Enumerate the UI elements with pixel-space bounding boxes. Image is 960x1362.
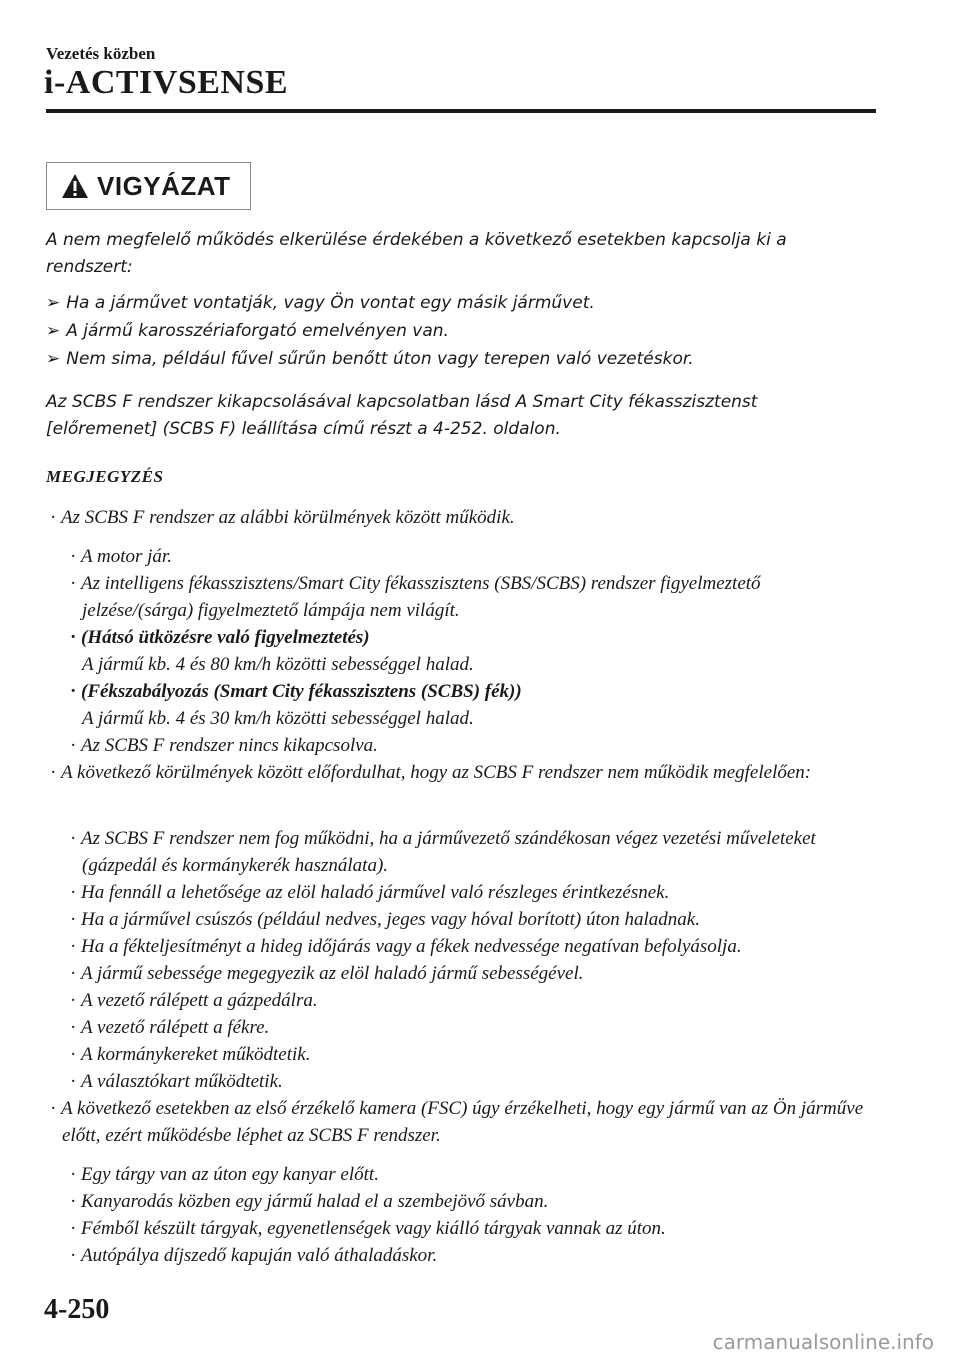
caution-banner [46, 162, 251, 210]
list-item: · Egy tárgy van az úton egy kanyar előtt. [82, 1161, 882, 1188]
list-item-heading: · (Hátsó ütközésre való figyelmeztetés) [82, 624, 862, 651]
bullet-dot-icon: · [50, 1098, 57, 1119]
arrow-right-icon: ➢ [46, 321, 61, 341]
bullet-dot-icon: · [70, 573, 77, 594]
list-item: · A jármű sebessége megegyezik az elöl haladó jármű sebességével. [82, 960, 882, 987]
bullet-dot-icon: · [70, 909, 77, 930]
caution-reference: Az SCBS F rendszer kikapcsolásával kapcsolatban lásd A Smart City fékasszisztenst [előremenet] (SCBS F) leállítása című részt a 4-252. oldalon. [46, 392, 758, 439]
list-item: · Az SCBS F rendszer nem fog működni, ha a járművezető szándékosan végez vezetési műveleteket (gázpedál és kormánykerék használata). [82, 825, 852, 879]
bullet-dot-icon: · [70, 627, 77, 648]
bullet-dot-icon: · [70, 1164, 77, 1185]
note-bullet: · A következő körülmények között előfordulhat, hogy az SCBS F rendszer nem működik megfelelően: [62, 759, 842, 786]
watermark[interactable]: carmanualsonline.info [712, 1330, 934, 1354]
bullet-dot-icon: · [50, 507, 57, 528]
caution-label: VIGYÁZAT [97, 170, 231, 201]
bullet-dot-icon: · [70, 828, 77, 849]
bullet-dot-icon: · [70, 990, 77, 1011]
bullet-dot-icon: · [70, 546, 77, 567]
list-item-detail: A jármű kb. 4 és 30 km/h közötti sebességgel halad. [82, 708, 474, 729]
caution-item: ➢ A jármű karosszériaforgató emelvényen van. [46, 321, 449, 341]
list-item: · Fémből készült tárgyak, egyenetlenségek vagy kiálló tárgyak vannak az úton. [82, 1215, 882, 1242]
list-item: · Kanyarodás közben egy jármű halad el a szembejövő sávban. [82, 1188, 882, 1215]
arrow-right-icon: ➢ [46, 349, 61, 369]
bullet-dot-icon: · [70, 681, 77, 702]
list-item: · A választókart működtetik. [82, 1068, 882, 1095]
list-item: · Az SCBS F rendszer nincs kikapcsolva. [82, 732, 862, 759]
list-item: · A kormánykereket működtetik. [82, 1041, 882, 1068]
arrow-right-icon: ➢ [46, 293, 61, 313]
list-item: · Ha a járművel csúszós (például nedves, jeges vagy hóval borított) úton haladnak. [82, 906, 882, 933]
header-rule [46, 109, 876, 113]
list-item-detail: A jármű kb. 4 és 80 km/h közötti sebességgel halad. [82, 654, 474, 675]
page-number: 4-250 [44, 1294, 110, 1325]
list-item: · Ha fennáll a lehetősége az elöl haladó járművel való részleges érintkezésnek. [82, 879, 882, 906]
bullet-dot-icon: · [70, 735, 77, 756]
list-item: · A motor jár. [82, 543, 862, 570]
bullet-dot-icon: · [70, 1218, 77, 1239]
list-item: · Az intelligens fékasszisztens/Smart City fékasszisztens (SBS/SCBS) rendszer figyelmeztető jelzése/(sárga) figyelmeztető lámpája nem világít. [82, 570, 782, 624]
bullet-dot-icon: · [70, 1245, 77, 1266]
section-label: Vezetés közben [46, 44, 156, 63]
page-title: i-ACTIVSENSE [44, 64, 289, 101]
bullet-dot-icon: · [70, 963, 77, 984]
note-bullet: · Az SCBS F rendszer az alábbi körülmények között működik. [62, 504, 862, 531]
bullet-dot-icon: · [70, 1017, 77, 1038]
bullet-dot-icon: · [70, 1071, 77, 1092]
caution-intro: A nem megfelelő működés elkerülése érdekében a következő esetekben kapcsolja ki a rendszert: [46, 230, 787, 277]
note-title: MEGJEGYZÉS [46, 467, 164, 486]
bullet-dot-icon: · [70, 882, 77, 903]
bullet-dot-icon: · [70, 936, 77, 957]
caution-item: ➢ Nem sima, például fűvel sűrűn benőtt úton vagy terepen való vezetéskor. [46, 349, 694, 369]
warning-triangle-icon [61, 173, 89, 199]
list-item-heading: · (Fékszabályozás (Smart City fékasszisztens (SCBS) fék)) [82, 678, 862, 705]
bullet-dot-icon: · [50, 762, 57, 783]
list-item: · A vezető rálépett a fékre. [82, 1014, 882, 1041]
list-item: · A vezető rálépett a gázpedálra. [82, 987, 882, 1014]
note-bullet: · A következő esetekben az első érzékelő kamera (FSC) úgy érzékelheti, hogy egy jármű van az Ön járműve előtt, ezért működésbe léphet az SCBS F rendszer. [62, 1095, 892, 1149]
list-item: · Autópálya díjszedő kapuján való áthaladáskor. [82, 1242, 882, 1269]
bullet-dot-icon: · [70, 1191, 77, 1212]
caution-item: ➢ Ha a járművet vontatják, vagy Ön vontat egy másik járművet. [46, 293, 595, 313]
list-item: · Ha a fékteljesítményt a hideg időjárás vagy a fékek nedvessége negatívan befolyásolja. [82, 933, 902, 960]
bullet-dot-icon: · [70, 1044, 77, 1065]
